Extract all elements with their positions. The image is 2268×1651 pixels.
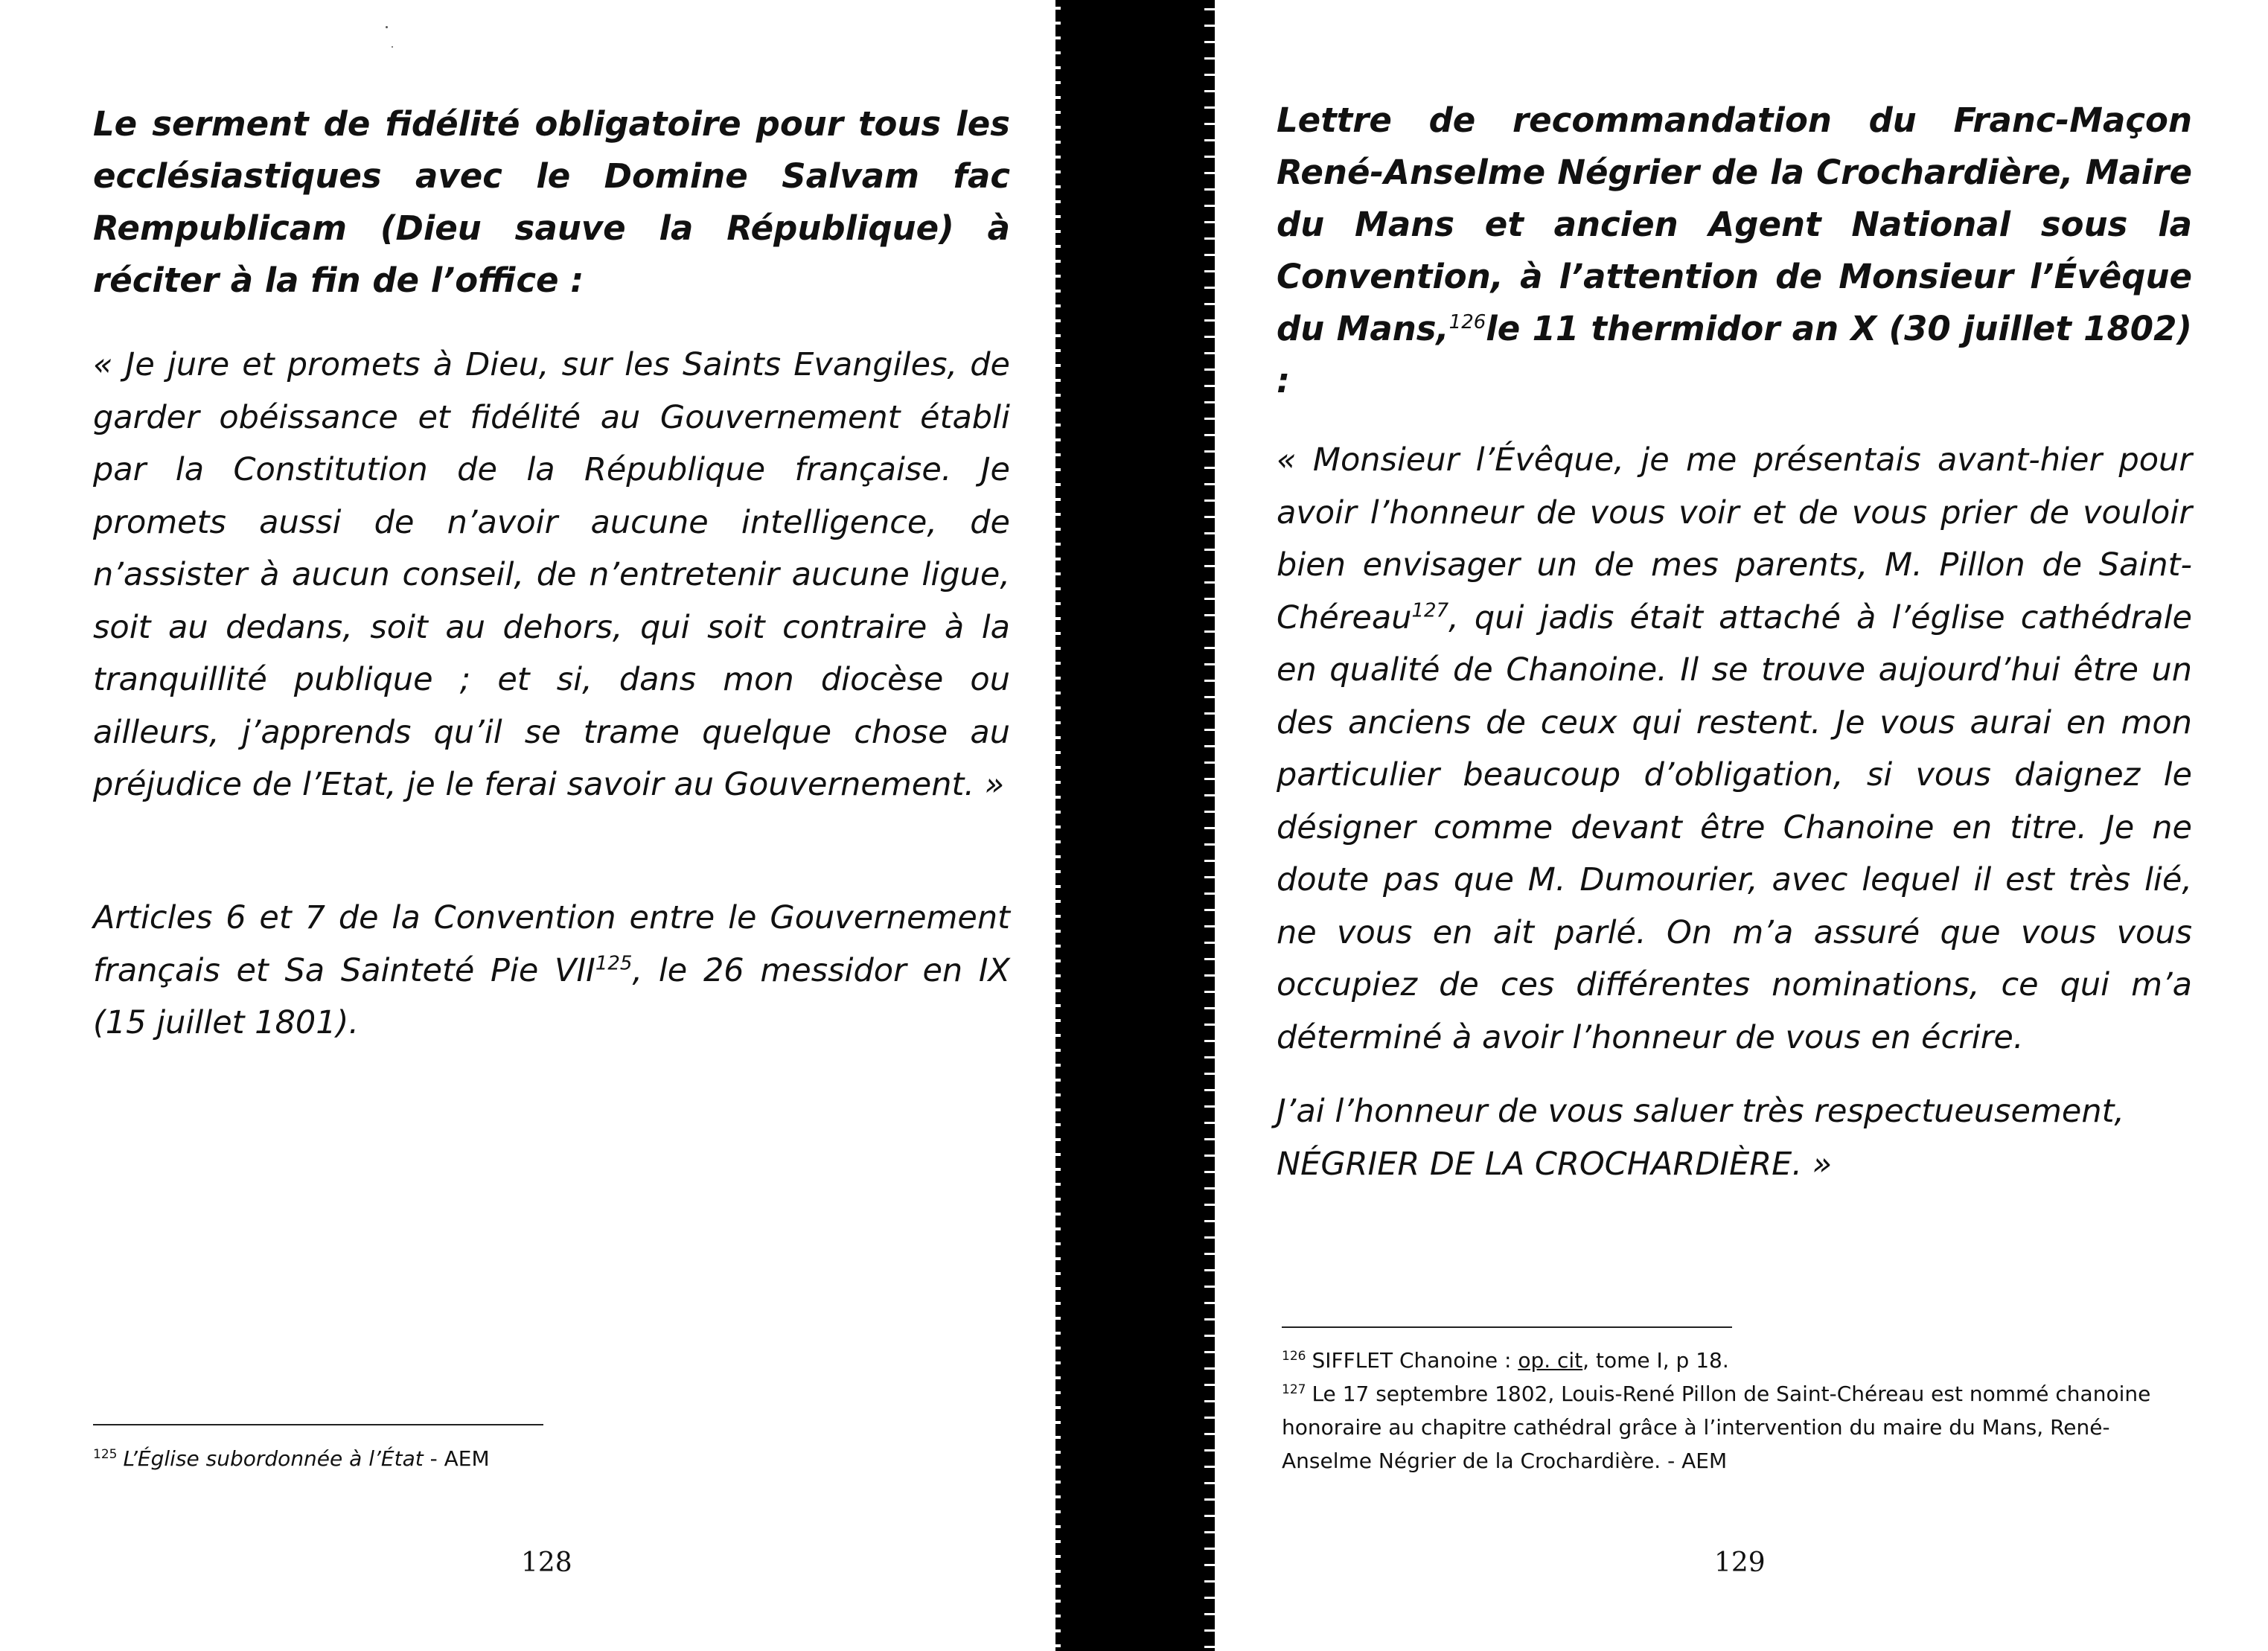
articles-text: Articles 6 et 7 de la Convention entre le Gouvernement français et Sa Sainteté Pie VII (93, 899, 1010, 989)
gutter-edge-right (1204, 0, 1215, 1651)
footnote-op-cit: op. cit (1518, 1348, 1583, 1373)
right-page-heading (1277, 95, 2192, 407)
footnote-126 (1282, 1344, 2197, 1377)
right-heading-text: Lettre de recommandation du Franc-Maçon René-Anselme Négrier de la Crochardière, Maire du Mans et ancien Agent National sous la Convention, à l’attention de Monsieur l’Évêque du Mans, (1277, 100, 2192, 348)
footnote-127 (1282, 1377, 2197, 1478)
scan-speck (386, 26, 388, 28)
footnote-number: 125 (93, 1446, 118, 1462)
page-number-right: 129 (1714, 1548, 1766, 1578)
page-number-left: 128 (521, 1548, 572, 1578)
salutation-line: J’ai l’honneur de vous saluer très respectueusement, (1277, 1093, 2125, 1130)
footnote-reference: , tome I, p 18. (1582, 1348, 1729, 1373)
articles-citation (93, 892, 1010, 1050)
footnote-ref-127[interactable]: 127 (1411, 599, 1449, 622)
footnote-125 (93, 1442, 986, 1475)
letter-body-rest: , qui jadis était attaché à l’église cathédrale en qualité de Chanoine. Il se trouve aujourd’hui être un des anciens de ceux qui restent. Je vous aurai en mon particulier beaucoup d’obligation, si vous daignez le désigner comme devant être Chanoine en titre. Je ne doute pas que M. Dumourier, avec lequel il est très lié, ne vous en ait parlé. On m’a assuré que vous vous occupiez de ces différentes nominations, ce qui m’a déterminé à avoir l’honneur de vous en écrire. (1277, 598, 2192, 1056)
footnote-number: 127 (1282, 1382, 1306, 1397)
footnote-title: L’Église subordonnée à l’État (123, 1446, 424, 1471)
right-heading-date: le 11 thermidor an X (30 juillet 1802) : (1277, 309, 2192, 400)
footnote-ref-125[interactable]: 125 (595, 952, 633, 975)
book-gutter (1061, 0, 1210, 1651)
articles-date: , le 26 messidor en IX (15 juillet 1801). (93, 951, 1010, 1041)
footnote-text: Le 17 septembre 1802, Louis-René Pillon de Saint-Chéreau est nommé chanoine honoraire au chapitre cathédral grâce à l’intervention du maire du Mans, René-Anselme Négrier de la Crochardière. - AEM (1282, 1382, 2151, 1473)
letter-text (1277, 434, 2192, 1064)
footnote-source: - AEM (423, 1446, 490, 1471)
letter-body-start: « Monsieur l’Évêque, je me présentais avant-hier pour avoir l’honneur de vous voir et de vous prier de vouloir bien envisager un de mes parents, M. Pillon de Saint-Chéreau (1277, 441, 2192, 636)
footnote-ref-126[interactable]: 126 (1448, 311, 1486, 333)
oath-text: « Je jure et promets à Dieu, sur les Saints Evangiles, de garder obéissance et fidélité au Gouvernement établi par la Constitution de la République française. Je promets aussi de n’avoir aucune intelligence, de n’assister à aucun conseil, de n’entretenir aucune ligue, soit au dedans, soit au dehors, qui soit contraire à la tranquillité publique ; et si, dans mon diocèse ou ailleurs, j’apprends qu’il se trame quelque chose au préjudice de l’Etat, je le ferai savoir au Gouvernement. » (93, 346, 1010, 803)
footnote-separator-right (1282, 1326, 1732, 1328)
footnote-number: 126 (1282, 1348, 1306, 1364)
letter-salutation (1277, 1085, 2192, 1190)
footnote-author: SIFFLET Chanoine : (1312, 1348, 1518, 1373)
left-heading-text: Le serment de fidélité obligatoire pour tous les ecclésiastiques avec le Domine Salvam fac Rempublicam (Dieu sauve la République) à réciter à la fin de l’office : (93, 104, 1010, 300)
left-page-heading (93, 98, 1010, 307)
signature-line: NÉGRIER DE LA CROCHARDIÈRE. » (1277, 1145, 1833, 1183)
scan-speck (392, 46, 393, 48)
footnote-separator-left (93, 1424, 543, 1425)
